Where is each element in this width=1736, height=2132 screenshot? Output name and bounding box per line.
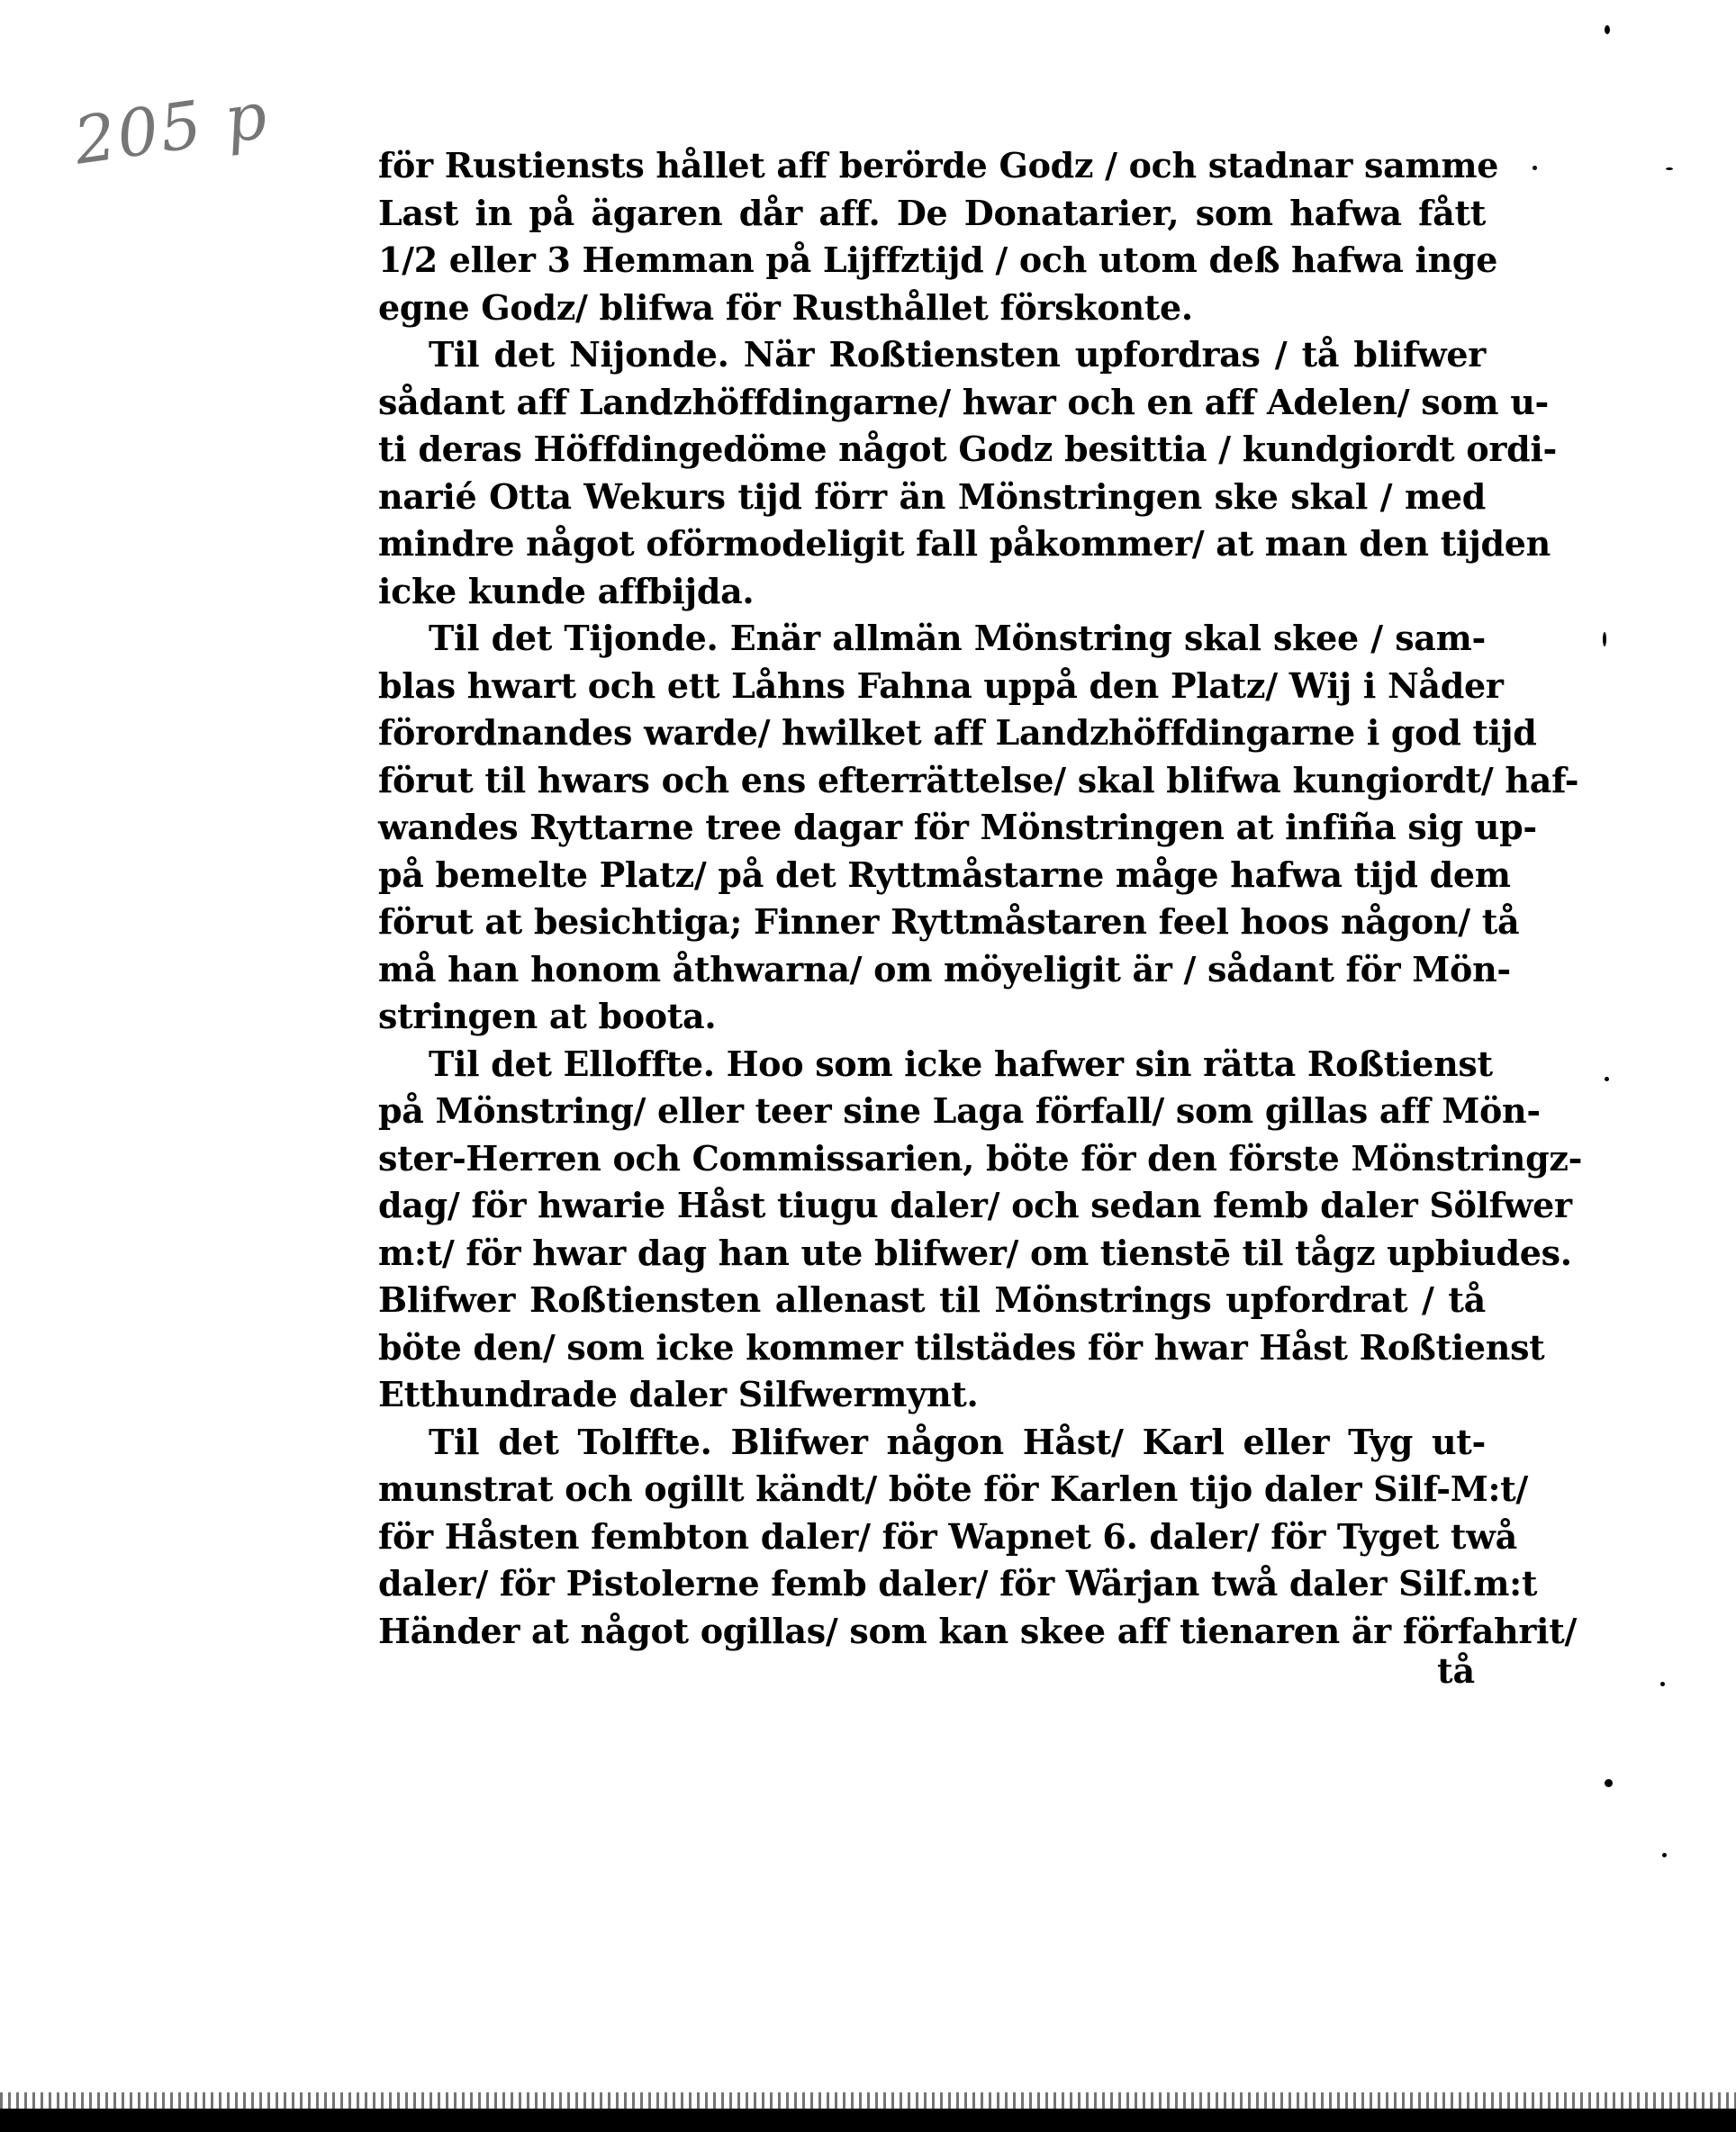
text-line: blas hwart och ett Låhns Fahna uppå den Platz/ Wij i Nåder bbox=[378, 664, 1504, 706]
text-line: Last in på ägaren dår aff. De Donatarier, som hafwa fått bbox=[378, 192, 1486, 233]
ink-speck bbox=[1662, 1853, 1667, 1857]
text-line: dag/ för hwarie Håst tiugu daler/ och sedan femb daler Sölfwer bbox=[378, 1185, 1572, 1225]
text-line: narié Otta Wekurs tijd förr än Mönstringen ske skal / med bbox=[378, 475, 1486, 517]
ink-speck bbox=[1533, 166, 1537, 170]
ink-speck bbox=[1605, 1779, 1613, 1787]
text-line: Til det Elloffte. Hoo som icke hafwer sin rätta Roßtienst bbox=[429, 1043, 1493, 1084]
text-line: förordnandes warde/ hwilket aff Landzhöffdingarne i god tijd bbox=[378, 712, 1537, 753]
text-line: för Håsten fembton daler/ för Wapnet 6. daler/ för Tyget twå bbox=[378, 1515, 1517, 1557]
text-line: wandes Ryttarne tree dagar för Mönstringen at infiña sig up- bbox=[378, 807, 1537, 847]
text-line: Etthundrade daler Silfwermynt. bbox=[378, 1374, 979, 1414]
text-line: ster-Herren och Commissarien, böte för den förste Mönstringz- bbox=[378, 1137, 1583, 1179]
text-line: böte den/ som icke kommer tilstädes för hwar Håst Roßtienst bbox=[378, 1326, 1545, 1368]
ink-speck bbox=[1603, 632, 1606, 646]
text-line: för Rustiensts hållet aff berörde Godz / och stadnar samme bbox=[378, 145, 1499, 185]
ink-speck bbox=[1660, 1682, 1665, 1686]
page-edge-fray bbox=[0, 2092, 1736, 2109]
text-line: må han honom åthwarna/ om möyeligit är / sådant för Mön- bbox=[378, 948, 1511, 989]
text-line: m:t/ för hwar dag han ute blifwer/ om tienstē til tågz upbiudes. bbox=[378, 1232, 1572, 1273]
text-line: icke kunde affbijda. bbox=[378, 570, 755, 611]
text-line: egne Godz/ blifwa för Rusthållet förskonte. bbox=[378, 286, 1193, 328]
text-line: 1/2 eller 3 Hemman på Lijffztijd / och utom deß hafwa inge bbox=[378, 239, 1498, 280]
handwritten-page-number: 205 p bbox=[69, 77, 274, 179]
catchword: tå bbox=[1437, 1650, 1476, 1691]
page-bottom-edge bbox=[0, 2109, 1736, 2132]
body-text bbox=[378, 142, 1583, 1655]
ink-speck bbox=[1605, 25, 1610, 34]
text-line: daler/ för Pistolerne femb daler/ för Wärjan twå daler Silf.m:t bbox=[378, 1563, 1538, 1604]
text-line: Til det Tijonde. Enär allmän Mönstring skal skee / sam- bbox=[429, 618, 1486, 658]
text-line: på Mönstring/ eller teer sine Laga förfall/ som gillas aff Mön- bbox=[378, 1090, 1541, 1131]
text-line: stringen at boota. bbox=[378, 996, 717, 1036]
text-line: på bemelte Platz/ på det Ryttmåstarne måge hafwa tijd dem bbox=[378, 854, 1511, 895]
ink-speck bbox=[1666, 167, 1673, 170]
ink-speck bbox=[1605, 1077, 1609, 1081]
text-line: mindre något oförmodeligit fall påkommer/ at man den tijden bbox=[378, 523, 1551, 564]
text-line: sådant aff Landzhöffdingarne/ hwar och en aff Adelen/ som u- bbox=[378, 381, 1549, 422]
text-line: munstrat och ogillt kändt/ böte för Karlen tijo daler Silf-M:t/ bbox=[378, 1468, 1529, 1509]
text-line: ti deras Höffdingedöme något Godz besittia / kundgiordt ordi- bbox=[378, 429, 1558, 469]
text-line: Til det Nijonde. När Roßtiensten upfordras / tå blifwer bbox=[429, 334, 1486, 375]
text-line: förut til hwars och ens efterrättelse/ skal blifwa kungiordt/ haf- bbox=[378, 759, 1579, 800]
text-line: Händer at något ogillas/ som kan skee aff tienaren är förfahrit/ bbox=[378, 1610, 1578, 1651]
text-line: Til det Tolffte. Blifwer någon Håst/ Karl eller Tyg ut- bbox=[429, 1421, 1486, 1462]
text-line: förut at besichtiga; Finner Ryttmåstaren feel hoos någon/ tå bbox=[378, 901, 1520, 942]
text-line: Blifwer Roßtiensten allenast til Mönstrings upfordrat / tå bbox=[378, 1279, 1486, 1320]
